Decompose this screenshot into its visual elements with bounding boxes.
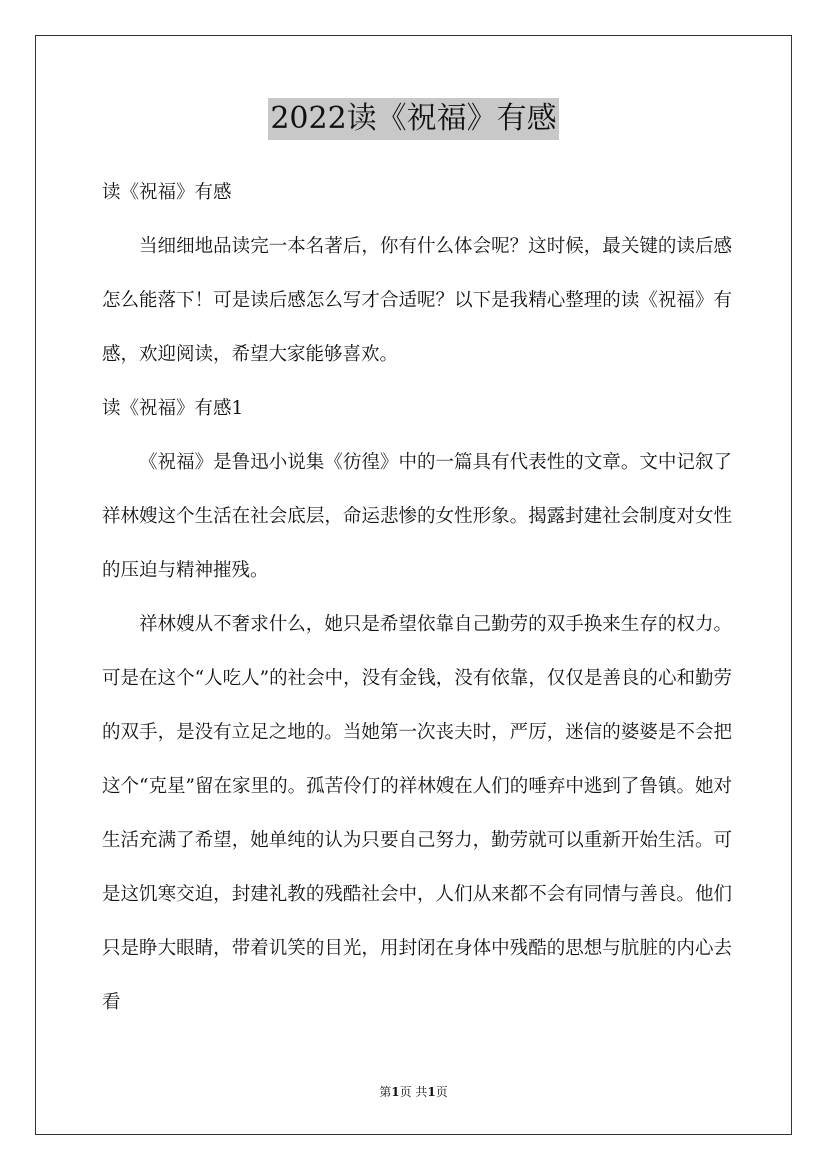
title-container <box>0 98 827 140</box>
page-footer <box>0 1083 827 1100</box>
document-body <box>102 166 732 1030</box>
footer-page-number: 1 <box>391 1085 400 1099</box>
footer-prefix: 第 <box>379 1085 392 1099</box>
main-heading: 读《祝福》有感 <box>102 182 232 203</box>
intro-paragraph: 当细细地品读完一本名著后，你有什么体会呢？这时候，最关键的读后感怎么能落下！可是读后感怎么写才合适呢？以下是我精心整理的读《祝福》有感，欢迎阅读，希望大家能够喜欢。 <box>102 236 732 365</box>
section-heading-1: 读《祝福》有感1 <box>102 398 244 419</box>
footer-suffix: 页 <box>435 1085 448 1099</box>
footer-page-total: 1 <box>427 1085 436 1099</box>
paragraph-2: 祥林嫂从不奢求什么，她只是希望依靠自己勤劳的双手换来生存的权力。可是在这个“人吃人”的社会中，没有金钱，没有依靠，仅仅是善良的心和勤劳的双手，是没有立足之地的。当她第一次丧夫时，严厉，迷信的婆婆是不会把这个“克星”留在家里的。孤苦伶仃的祥林嫂在人们的唾弃中逃到了鲁镇。她对生活充满了希望，她单纯的认为只要自己努力，勤劳就可以重新开始生活。可是这饥寒交迫，封建礼教的残酷社会中，人们从来都不会有同情与善良。他们只是睁大眼睛，带着讥笑的目光，用封闭在身体中残酷的思想与肮脏的内心去看 <box>102 614 732 1013</box>
paragraph-1: 《祝福》是鲁迅小说集《彷徨》中的一篇具有代表性的文章。文中记叙了祥林嫂这个生活在社会底层，命运悲惨的女性形象。揭露封建社会制度对女性的压迫与精神摧残。 <box>102 452 732 581</box>
footer-mid: 页 共 <box>399 1085 428 1099</box>
document-title: 2022读《祝福》有感 <box>268 98 558 140</box>
